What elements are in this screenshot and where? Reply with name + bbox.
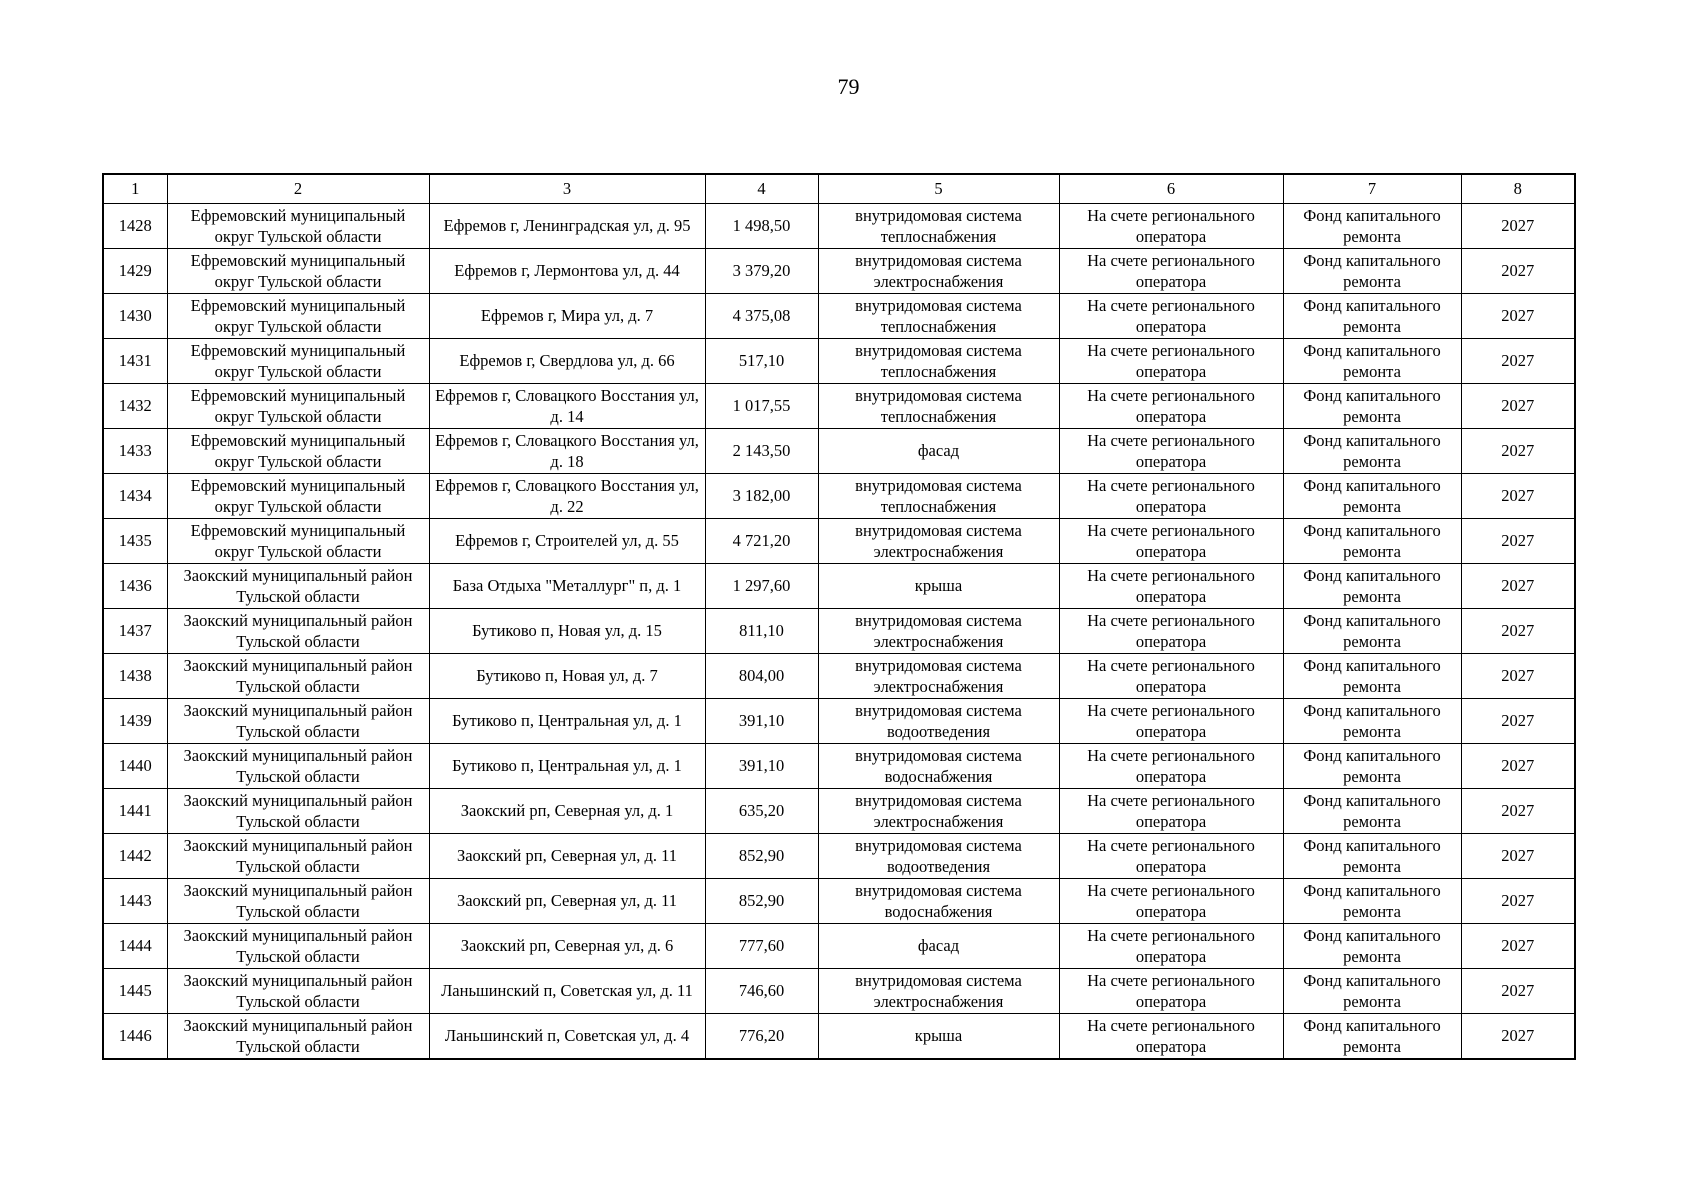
table-row — [103, 744, 1575, 789]
funding-source-cell: Фонд капитального ремонта — [1283, 924, 1461, 969]
area-cell: 804,00 — [705, 654, 818, 699]
row-number-cell: 1434 — [103, 474, 167, 519]
area-cell: 3 182,00 — [705, 474, 818, 519]
table-row — [103, 564, 1575, 609]
row-number-cell: 1435 — [103, 519, 167, 564]
year-cell: 2027 — [1461, 474, 1575, 519]
table-row — [103, 204, 1575, 249]
table-row — [103, 969, 1575, 1014]
address-cell: База Отдыха "Металлург" п, д. 1 — [429, 564, 705, 609]
year-cell: 2027 — [1461, 789, 1575, 834]
funding-account-cell: На счете регионального оператора — [1059, 384, 1283, 429]
area-cell: 776,20 — [705, 1014, 818, 1060]
year-cell: 2027 — [1461, 924, 1575, 969]
municipality-cell: Заокский муниципальный район Тульской области — [167, 969, 429, 1014]
work-type-cell: внутридомовая система электроснабжения — [818, 609, 1059, 654]
table-row — [103, 924, 1575, 969]
address-cell: Ефремов г, Словацкого Восстания ул, д. 18 — [429, 429, 705, 474]
address-cell: Заокский рп, Северная ул, д. 1 — [429, 789, 705, 834]
table-row — [103, 609, 1575, 654]
funding-source-cell: Фонд капитального ремонта — [1283, 564, 1461, 609]
municipality-cell: Ефремовский муниципальный округ Тульской области — [167, 474, 429, 519]
funding-account-cell: На счете регионального оператора — [1059, 474, 1283, 519]
area-cell: 1 017,55 — [705, 384, 818, 429]
work-type-cell: внутридомовая система теплоснабжения — [818, 474, 1059, 519]
municipality-cell: Ефремовский муниципальный округ Тульской области — [167, 249, 429, 294]
work-type-cell: внутридомовая система теплоснабжения — [818, 204, 1059, 249]
funding-account-cell: На счете регионального оператора — [1059, 294, 1283, 339]
year-cell: 2027 — [1461, 384, 1575, 429]
funding-source-cell: Фонд капитального ремонта — [1283, 744, 1461, 789]
work-type-cell: фасад — [818, 429, 1059, 474]
table-row — [103, 1014, 1575, 1060]
address-cell: Ефремов г, Ленинградская ул, д. 95 — [429, 204, 705, 249]
address-cell: Заокский рп, Северная ул, д. 6 — [429, 924, 705, 969]
municipality-cell: Ефремовский муниципальный округ Тульской области — [167, 204, 429, 249]
column-header: 3 — [429, 174, 705, 204]
municipality-cell: Ефремовский муниципальный округ Тульской области — [167, 519, 429, 564]
municipality-cell: Заокский муниципальный район Тульской области — [167, 654, 429, 699]
table-row — [103, 429, 1575, 474]
work-type-cell: фасад — [818, 924, 1059, 969]
funding-account-cell: На счете регионального оператора — [1059, 249, 1283, 294]
address-cell: Ефремов г, Строителей ул, д. 55 — [429, 519, 705, 564]
row-number-cell: 1439 — [103, 699, 167, 744]
row-number-cell: 1436 — [103, 564, 167, 609]
column-header: 2 — [167, 174, 429, 204]
municipality-cell: Заокский муниципальный район Тульской области — [167, 609, 429, 654]
area-cell: 852,90 — [705, 879, 818, 924]
year-cell: 2027 — [1461, 249, 1575, 294]
area-cell: 1 297,60 — [705, 564, 818, 609]
area-cell: 777,60 — [705, 924, 818, 969]
year-cell: 2027 — [1461, 879, 1575, 924]
table-row — [103, 519, 1575, 564]
work-type-cell: внутридомовая система теплоснабжения — [818, 384, 1059, 429]
funding-account-cell: На счете регионального оператора — [1059, 564, 1283, 609]
table-row — [103, 879, 1575, 924]
address-cell: Заокский рп, Северная ул, д. 11 — [429, 879, 705, 924]
table-body — [103, 204, 1575, 1060]
row-number-cell: 1431 — [103, 339, 167, 384]
address-cell: Ланьшинский п, Советская ул, д. 11 — [429, 969, 705, 1014]
municipality-cell: Ефремовский муниципальный округ Тульской области — [167, 294, 429, 339]
column-header: 7 — [1283, 174, 1461, 204]
address-cell: Бутиково п, Новая ул, д. 7 — [429, 654, 705, 699]
year-cell: 2027 — [1461, 204, 1575, 249]
funding-source-cell: Фонд капитального ремонта — [1283, 204, 1461, 249]
row-number-cell: 1438 — [103, 654, 167, 699]
funding-account-cell: На счете регионального оператора — [1059, 699, 1283, 744]
row-number-cell: 1441 — [103, 789, 167, 834]
work-type-cell: внутридомовая система теплоснабжения — [818, 294, 1059, 339]
funding-source-cell: Фонд капитального ремонта — [1283, 789, 1461, 834]
funding-account-cell: На счете регионального оператора — [1059, 654, 1283, 699]
work-type-cell: крыша — [818, 1014, 1059, 1060]
work-type-cell: внутридомовая система водоотведения — [818, 699, 1059, 744]
municipality-cell: Заокский муниципальный район Тульской области — [167, 564, 429, 609]
area-cell: 852,90 — [705, 834, 818, 879]
capital-repair-table — [102, 173, 1576, 1060]
work-type-cell: внутридомовая система электроснабжения — [818, 654, 1059, 699]
work-type-cell: внутридомовая система водоснабжения — [818, 879, 1059, 924]
municipality-cell: Ефремовский муниципальный округ Тульской области — [167, 429, 429, 474]
funding-source-cell: Фонд капитального ремонта — [1283, 384, 1461, 429]
address-cell: Ефремов г, Мира ул, д. 7 — [429, 294, 705, 339]
column-header: 4 — [705, 174, 818, 204]
funding-account-cell: На счете регионального оператора — [1059, 204, 1283, 249]
funding-source-cell: Фонд капитального ремонта — [1283, 519, 1461, 564]
work-type-cell: крыша — [818, 564, 1059, 609]
funding-source-cell: Фонд капитального ремонта — [1283, 879, 1461, 924]
funding-source-cell: Фонд капитального ремонта — [1283, 1014, 1461, 1060]
funding-source-cell: Фонд капитального ремонта — [1283, 474, 1461, 519]
funding-account-cell: На счете регионального оператора — [1059, 879, 1283, 924]
year-cell: 2027 — [1461, 564, 1575, 609]
column-header: 6 — [1059, 174, 1283, 204]
table-row — [103, 834, 1575, 879]
row-number-cell: 1428 — [103, 204, 167, 249]
table-row — [103, 699, 1575, 744]
work-type-cell: внутридомовая система теплоснабжения — [818, 339, 1059, 384]
area-cell: 391,10 — [705, 699, 818, 744]
column-header: 8 — [1461, 174, 1575, 204]
row-number-cell: 1440 — [103, 744, 167, 789]
address-cell: Ефремов г, Словацкого Восстания ул, д. 14 — [429, 384, 705, 429]
row-number-cell: 1446 — [103, 1014, 167, 1060]
funding-account-cell: На счете регионального оператора — [1059, 519, 1283, 564]
year-cell: 2027 — [1461, 339, 1575, 384]
municipality-cell: Ефремовский муниципальный округ Тульской области — [167, 339, 429, 384]
area-cell: 517,10 — [705, 339, 818, 384]
table-row — [103, 339, 1575, 384]
funding-account-cell: На счете регионального оператора — [1059, 969, 1283, 1014]
year-cell: 2027 — [1461, 519, 1575, 564]
row-number-cell: 1432 — [103, 384, 167, 429]
funding-account-cell: На счете регионального оператора — [1059, 789, 1283, 834]
area-cell: 635,20 — [705, 789, 818, 834]
row-number-cell: 1429 — [103, 249, 167, 294]
funding-source-cell: Фонд капитального ремонта — [1283, 339, 1461, 384]
table-row — [103, 789, 1575, 834]
address-cell: Бутиково п, Центральная ул, д. 1 — [429, 744, 705, 789]
row-number-cell: 1443 — [103, 879, 167, 924]
funding-source-cell: Фонд капитального ремонта — [1283, 699, 1461, 744]
row-number-cell: 1437 — [103, 609, 167, 654]
municipality-cell: Заокский муниципальный район Тульской области — [167, 744, 429, 789]
work-type-cell: внутридомовая система электроснабжения — [818, 519, 1059, 564]
funding-account-cell: На счете регионального оператора — [1059, 924, 1283, 969]
funding-source-cell: Фонд капитального ремонта — [1283, 429, 1461, 474]
year-cell: 2027 — [1461, 969, 1575, 1014]
funding-account-cell: На счете регионального оператора — [1059, 609, 1283, 654]
area-cell: 3 379,20 — [705, 249, 818, 294]
municipality-cell: Заокский муниципальный район Тульской области — [167, 834, 429, 879]
table-row — [103, 474, 1575, 519]
row-number-cell: 1445 — [103, 969, 167, 1014]
area-cell: 1 498,50 — [705, 204, 818, 249]
year-cell: 2027 — [1461, 1014, 1575, 1060]
year-cell: 2027 — [1461, 699, 1575, 744]
funding-account-cell: На счете регионального оператора — [1059, 429, 1283, 474]
work-type-cell: внутридомовая система электроснабжения — [818, 249, 1059, 294]
address-cell: Ланьшинский п, Советская ул, д. 4 — [429, 1014, 705, 1060]
address-cell: Бутиково п, Центральная ул, д. 1 — [429, 699, 705, 744]
municipality-cell: Заокский муниципальный район Тульской области — [167, 699, 429, 744]
funding-source-cell: Фонд капитального ремонта — [1283, 249, 1461, 294]
year-cell: 2027 — [1461, 834, 1575, 879]
funding-source-cell: Фонд капитального ремонта — [1283, 294, 1461, 339]
address-cell: Ефремов г, Свердлова ул, д. 66 — [429, 339, 705, 384]
address-cell: Заокский рп, Северная ул, д. 11 — [429, 834, 705, 879]
page-number: 79 — [837, 74, 860, 99]
year-cell: 2027 — [1461, 609, 1575, 654]
funding-source-cell: Фонд капитального ремонта — [1283, 969, 1461, 1014]
municipality-cell: Заокский муниципальный район Тульской области — [167, 1014, 429, 1060]
area-cell: 811,10 — [705, 609, 818, 654]
funding-account-cell: На счете регионального оператора — [1059, 834, 1283, 879]
funding-account-cell: На счете регионального оператора — [1059, 1014, 1283, 1060]
area-cell: 2 143,50 — [705, 429, 818, 474]
area-cell: 746,60 — [705, 969, 818, 1014]
work-type-cell: внутридомовая система электроснабжения — [818, 969, 1059, 1014]
year-cell: 2027 — [1461, 294, 1575, 339]
funding-account-cell: На счете регионального оператора — [1059, 339, 1283, 384]
municipality-cell: Заокский муниципальный район Тульской области — [167, 924, 429, 969]
column-header: 5 — [818, 174, 1059, 204]
year-cell: 2027 — [1461, 429, 1575, 474]
area-cell: 4 721,20 — [705, 519, 818, 564]
row-number-cell: 1430 — [103, 294, 167, 339]
table-row — [103, 384, 1575, 429]
funding-source-cell: Фонд капитального ремонта — [1283, 654, 1461, 699]
municipality-cell: Заокский муниципальный район Тульской области — [167, 879, 429, 924]
table-row — [103, 294, 1575, 339]
address-cell: Бутиково п, Новая ул, д. 15 — [429, 609, 705, 654]
area-cell: 4 375,08 — [705, 294, 818, 339]
header-row — [103, 174, 1575, 204]
funding-source-cell: Фонд капитального ремонта — [1283, 609, 1461, 654]
table-row — [103, 249, 1575, 294]
area-cell: 391,10 — [705, 744, 818, 789]
year-cell: 2027 — [1461, 744, 1575, 789]
work-type-cell: внутридомовая система электроснабжения — [818, 789, 1059, 834]
row-number-cell: 1444 — [103, 924, 167, 969]
funding-account-cell: На счете регионального оператора — [1059, 744, 1283, 789]
column-header: 1 — [103, 174, 167, 204]
row-number-cell: 1442 — [103, 834, 167, 879]
table-row — [103, 654, 1575, 699]
address-cell: Ефремов г, Словацкого Восстания ул, д. 22 — [429, 474, 705, 519]
municipality-cell: Заокский муниципальный район Тульской области — [167, 789, 429, 834]
year-cell: 2027 — [1461, 654, 1575, 699]
work-type-cell: внутридомовая система водоотведения — [818, 834, 1059, 879]
funding-source-cell: Фонд капитального ремонта — [1283, 834, 1461, 879]
work-type-cell: внутридомовая система водоснабжения — [818, 744, 1059, 789]
row-number-cell: 1433 — [103, 429, 167, 474]
address-cell: Ефремов г, Лермонтова ул, д. 44 — [429, 249, 705, 294]
municipality-cell: Ефремовский муниципальный округ Тульской области — [167, 384, 429, 429]
